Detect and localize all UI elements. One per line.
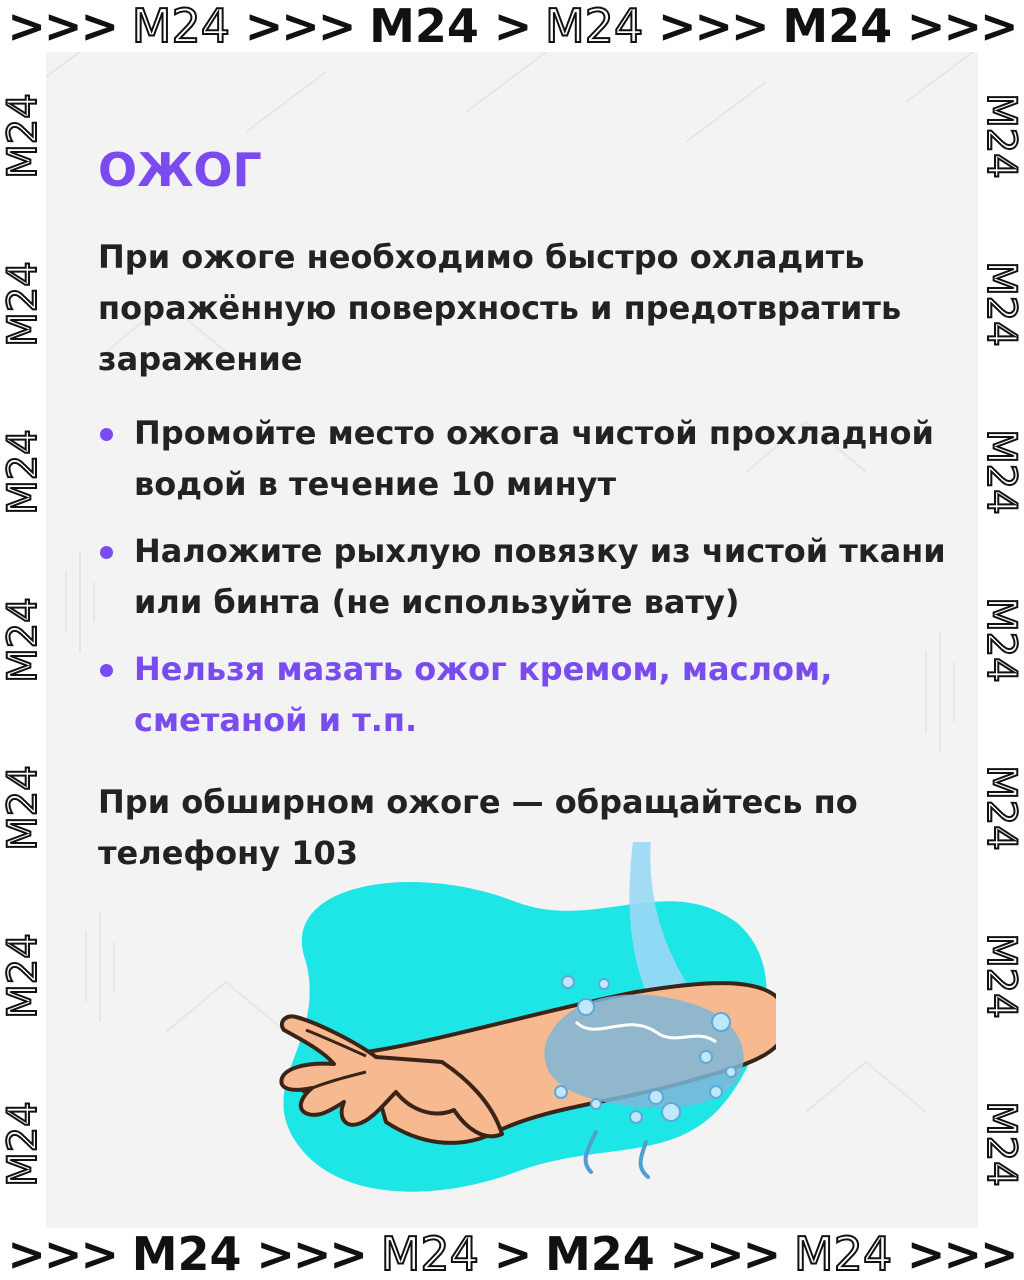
ticker-logo-outline: M24 xyxy=(978,261,1024,347)
ticker-logo-outline: M24 xyxy=(0,765,46,851)
ticker-logo-outline: M24 xyxy=(0,429,46,515)
ticker-logo-outline: M24 xyxy=(978,933,1024,1019)
ticker-arrows: >>> xyxy=(256,1228,366,1280)
ticker-logo-outline: M24 xyxy=(978,93,1024,179)
top-ticker-banner xyxy=(0,0,1024,52)
list-item-text: Наложите рыхлую повязку из чистой ткани или бинта (не используйте вату) xyxy=(134,532,946,621)
info-card xyxy=(46,52,978,1228)
ticker-arrows: >>> xyxy=(244,0,355,52)
ticker-logo-outline: M24 xyxy=(0,1101,46,1187)
ticker-logo-outline: M24 xyxy=(0,597,46,683)
ticker-arrows: >>> xyxy=(906,1228,1017,1280)
ticker-arrows: >>> xyxy=(7,0,118,52)
bullet-dot-icon xyxy=(100,664,113,677)
ticker-logo: M24 xyxy=(131,1228,242,1280)
ticker-arrows: > xyxy=(493,0,531,52)
list-item xyxy=(98,408,958,510)
ticker-logo-outline: M24 xyxy=(978,429,1024,515)
ticker-logo: M24 xyxy=(782,0,893,52)
ticker-arrows: >>> xyxy=(669,1228,780,1280)
ticker-arrows: >>> xyxy=(657,0,768,52)
list-item-text: Промойте место ожога чистой прохладной водой в течение 10 минут xyxy=(134,414,934,503)
intro-text: При ожоге необходимо быстро охладить поражённую поверхность и предотвратить заражение xyxy=(98,238,902,378)
instructions-list xyxy=(98,408,958,762)
page-title: ОЖОГ xyxy=(98,143,262,197)
ticker-logo-outline: M24 xyxy=(0,93,46,179)
arm-under-water-illustration xyxy=(216,842,776,1228)
ticker-logo-outline: M24 xyxy=(544,0,644,52)
ticker-arrows: >>> xyxy=(906,0,1017,52)
ticker-logo: M24 xyxy=(544,1228,655,1280)
ticker-arrows: >>> xyxy=(7,1228,118,1280)
ticker-logo-outline: M24 xyxy=(978,1101,1024,1187)
list-item-text: Нельзя мазать ожог кремом, маслом, сметаной и т.п. xyxy=(134,650,833,739)
ticker-logo-outline: M24 xyxy=(793,1228,893,1280)
ticker-logo-outline: M24 xyxy=(131,0,230,52)
list-item xyxy=(98,526,958,628)
ticker-logo-outline: M24 xyxy=(0,933,46,1019)
ticker-logo: M24 xyxy=(369,0,479,52)
right-ticker-banner xyxy=(978,52,1024,1228)
outro-text: При обширном ожоге — обращайтесь по телефону 103 xyxy=(98,783,858,872)
ticker-logo-outline: M24 xyxy=(978,765,1024,851)
ticker-logo-outline: M24 xyxy=(978,597,1024,683)
ticker-logo-outline: M24 xyxy=(380,1228,479,1280)
bullet-dot-icon xyxy=(100,546,113,559)
left-ticker-banner xyxy=(0,52,46,1228)
bullet-dot-icon xyxy=(100,428,113,441)
ticker-logo-outline: M24 xyxy=(0,261,46,347)
list-item-warning xyxy=(98,644,958,746)
ticker-arrows: > xyxy=(493,1228,531,1280)
bottom-ticker-banner xyxy=(0,1228,1024,1280)
